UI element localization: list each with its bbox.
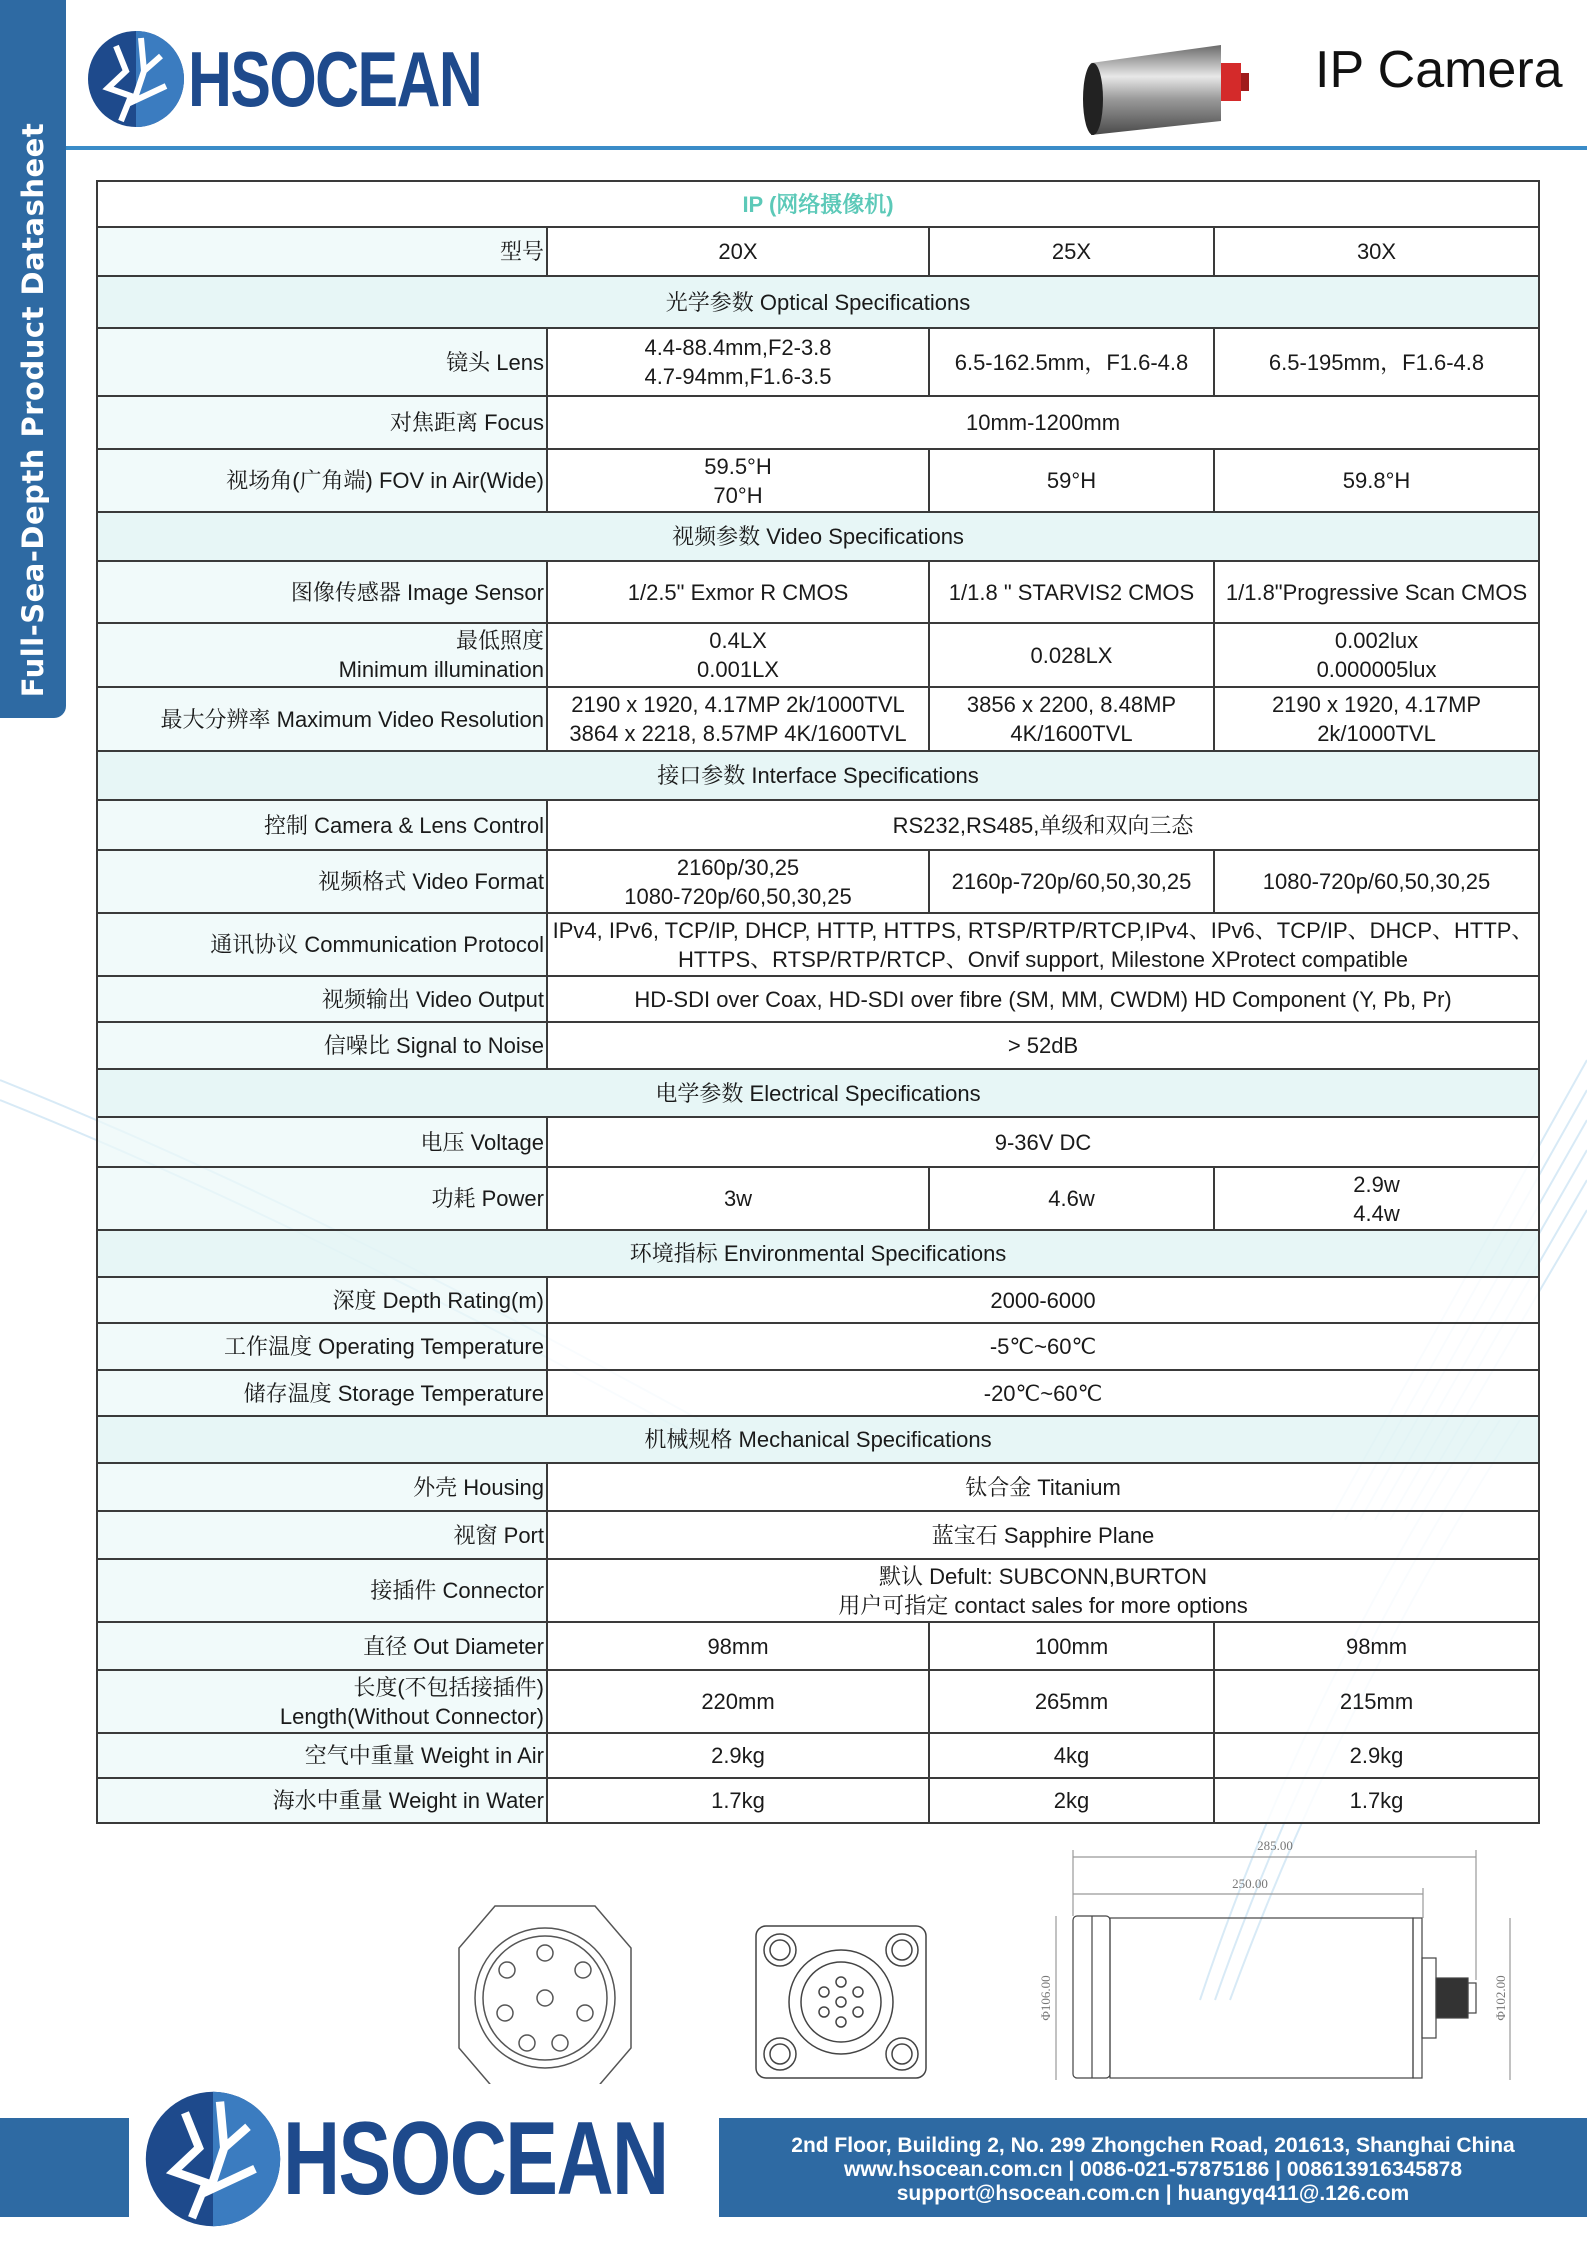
spec-value (1214, 687, 1539, 751)
cell-line: 2k/1000TVL (1317, 721, 1436, 746)
cell-line: Minimum illumination (338, 657, 544, 682)
spec-value: RS232,RS485,单级和双向三态 (547, 800, 1539, 850)
spec-value: 2000-6000 (547, 1277, 1539, 1323)
spec-value: 220mm (547, 1670, 929, 1733)
side-dimension-drawing (1040, 1830, 1540, 2090)
spec-row (97, 328, 1539, 396)
spec-label: 视窗 Port (97, 1511, 547, 1559)
spec-table (96, 180, 1540, 1824)
cell-line: 0.002lux (1334, 628, 1419, 653)
footer-logo-wordmark: HSOCEAN (283, 2100, 668, 2217)
spec-label: 直径 Out Diameter (97, 1622, 547, 1670)
spec-label: 视频输出 Video Output (97, 976, 547, 1022)
spec-value: 1080-720p/60,50,30,25 (1214, 850, 1539, 913)
spec-row (97, 850, 1539, 913)
table-title: IP (网络摄像机) (97, 181, 1539, 227)
cell-line: IPv4, IPv6, TCP/IP, DHCP, HTTP, HTTPS, RTSP/RTP/RTCP,IPv4、IPv6、TCP/IP、DHCP、HTTP、 (552, 917, 1534, 943)
spec-row (97, 1778, 1539, 1823)
spec-label: 功耗 Power (97, 1167, 547, 1230)
spec-row (97, 1463, 1539, 1511)
spec-value: 2160p-720p/60,50,30,25 (929, 850, 1214, 913)
spec-value: 30X (1214, 227, 1539, 276)
spec-value: 59.8°H (1214, 449, 1539, 512)
spec-value: 100mm (929, 1622, 1214, 1670)
cell-line: 59.5°H (704, 453, 772, 479)
section-header-row (97, 1416, 1539, 1463)
section-title: 接口参数 Interface Specifications (97, 751, 1539, 800)
cell-line: 2.9w (1353, 1171, 1400, 1197)
spec-row (97, 1022, 1539, 1069)
cell-line: 默认 Defult: SUBCONN,BURTON (879, 1563, 1208, 1589)
spec-label: 最大分辨率 Maximum Video Resolution (97, 687, 547, 751)
spec-value (1214, 1167, 1539, 1230)
spec-label: 电压 Voltage (97, 1117, 547, 1167)
spec-value: 0.028LX (929, 623, 1214, 687)
spec-row (97, 1670, 1539, 1733)
spec-value: 2kg (929, 1778, 1214, 1823)
section-title: 光学参数 Optical Specifications (97, 276, 1539, 328)
cell-line: 0.001LX (697, 657, 779, 682)
section-title: 机械规格 Mechanical Specifications (97, 1416, 1539, 1463)
spec-value (547, 850, 929, 913)
spec-value: 1.7kg (1214, 1778, 1539, 1823)
spec-value: 10mm-1200mm (547, 396, 1539, 449)
spec-label: 深度 Depth Rating(m) (97, 1277, 547, 1323)
spec-label: 接插件 Connector (97, 1559, 547, 1622)
spec-value: 6.5-195mm，F1.6-4.8 (1214, 328, 1539, 396)
spec-value: 265mm (929, 1670, 1214, 1733)
cell-line: 用户可指定 contact sales for more options (838, 1592, 1248, 1618)
header-divider (66, 146, 1587, 150)
footer-contact-bar (719, 2118, 1587, 2217)
spec-value (547, 328, 929, 396)
spec-value: 3w (547, 1167, 929, 1230)
cell-line: 70°H (713, 482, 763, 508)
section-header-row (97, 512, 1539, 561)
spec-value: 1/1.8"Progressive Scan CMOS (1214, 561, 1539, 623)
cell-line: 最低照度 (455, 628, 544, 653)
side-band-label: Full-Sea-Depth Product Datasheet (16, 122, 50, 698)
spec-row (97, 800, 1539, 850)
spec-value (547, 623, 929, 687)
spec-label: 空气中重量 Weight in Air (97, 1733, 547, 1778)
spec-label: 海水中重量 Weight in Water (97, 1778, 547, 1823)
cell-line: 0.000005lux (1316, 657, 1437, 682)
cell-line: HTTPS、RTSP/RTP/RTCP、Onvif support, Milestone XProtect compatible (678, 946, 1408, 972)
product-title: IP Camera (1315, 41, 1563, 99)
spec-label: 储存温度 Storage Temperature (97, 1370, 547, 1416)
spec-value: 4.6w (929, 1167, 1214, 1230)
spec-value: 215mm (1214, 1670, 1539, 1733)
spec-value: 6.5-162.5mm，F1.6-4.8 (929, 328, 1214, 396)
cell-line: 4.4w (1353, 1200, 1400, 1226)
cell-line: 4.7-94mm,F1.6-3.5 (644, 364, 832, 389)
section-title: 电学参数 Electrical Specifications (97, 1069, 1539, 1117)
spec-label: 图像传感器 Image Sensor (97, 561, 547, 623)
spec-row (97, 1117, 1539, 1167)
spec-label: 型号 (97, 227, 547, 276)
header-logo (86, 26, 564, 132)
logo-wordmark: HSOCEAN (188, 34, 482, 123)
spec-row (97, 1277, 1539, 1323)
dimension-rear-diameter: Φ102.00 (1493, 1975, 1508, 2021)
spec-value: 1/2.5" Exmor R CMOS (547, 561, 929, 623)
spec-row (97, 1559, 1539, 1622)
dimension-front-diameter: Φ106.00 (1038, 1975, 1053, 2021)
spec-row (97, 1167, 1539, 1230)
cell-line: 4.4-88.4mm,F2-3.8 (644, 335, 832, 360)
cell-line: 2160p/30,25 (676, 854, 800, 880)
spec-row (97, 976, 1539, 1022)
spec-value: -20℃~60℃ (547, 1370, 1539, 1416)
spec-row (97, 561, 1539, 623)
spec-value (547, 449, 929, 512)
section-title: 视频参数 Video Specifications (97, 512, 1539, 561)
spec-value: 98mm (1214, 1622, 1539, 1670)
spec-value: 20X (547, 227, 929, 276)
spec-value (547, 1559, 1539, 1622)
spec-value: HD-SDI over Coax, HD-SDI over fibre (SM, MM, CWDM) HD Component (Y, Pb, Pr) (547, 976, 1539, 1022)
spec-row (97, 1622, 1539, 1670)
spec-label: 对焦距离 Focus (97, 396, 547, 449)
section-header-row (97, 1230, 1539, 1277)
section-header-row (97, 751, 1539, 800)
cell-line: 2190 x 1920, 4.17MP 2k/1000TVL (571, 692, 905, 717)
spec-label: 视频格式 Video Format (97, 850, 547, 913)
spec-label: 信噪比 Signal to Noise (97, 1022, 547, 1069)
spec-row (97, 623, 1539, 687)
cell-line: 1080-720p/60,50,30,25 (624, 883, 852, 909)
section-header-row (97, 1069, 1539, 1117)
spec-value: 4kg (929, 1733, 1214, 1778)
spec-value: 25X (929, 227, 1214, 276)
spec-value: 2.9kg (1214, 1733, 1539, 1778)
spec-row (97, 1733, 1539, 1778)
spec-row (97, 449, 1539, 512)
spec-value: 98mm (547, 1622, 929, 1670)
spec-value: > 52dB (547, 1022, 1539, 1069)
dimension-total-length: 285.00 (1257, 1838, 1293, 1853)
spec-value: 59°H (929, 449, 1214, 512)
section-header-row (97, 276, 1539, 328)
footer-email[interactable]: support@hsocean.com.cn | huangyq411@.126.com (896, 2182, 1410, 2205)
ip-camera-product-image (1081, 43, 1281, 138)
footer-logo (143, 2084, 799, 2234)
cell-line: 长度(不包括接插件) (353, 1674, 544, 1700)
cell-line: Length(Without Connector) (279, 1703, 544, 1729)
cell-line: 0.4LX (709, 628, 767, 653)
spec-label: 外壳 Housing (97, 1463, 547, 1511)
cell-line: 4K/1600TVL (1010, 721, 1133, 746)
spec-value: 1/1.8 " STARVIS2 CMOS (929, 561, 1214, 623)
spec-label: 视场角(广角端) FOV in Air(Wide) (97, 449, 547, 512)
spec-row (97, 1370, 1539, 1416)
section-title: 环境指标 Environmental Specifications (97, 1230, 1539, 1277)
spec-value: 2.9kg (547, 1733, 929, 1778)
spec-value (1214, 623, 1539, 687)
spec-value (929, 687, 1214, 751)
spec-value: 9-36V DC (547, 1117, 1539, 1167)
side-band (0, 0, 66, 718)
spec-label: 工作温度 Operating Temperature (97, 1323, 547, 1370)
spec-value: -5℃~60℃ (547, 1323, 1539, 1370)
spec-value (547, 687, 929, 751)
spec-row (97, 396, 1539, 449)
spec-label (97, 1670, 547, 1733)
dimension-body-length: 250.00 (1232, 1876, 1268, 1891)
spec-row (97, 1323, 1539, 1370)
spec-row (97, 1511, 1539, 1559)
footer-left-bar (0, 2118, 129, 2217)
cell-line: 3856 x 2200, 8.48MP (966, 692, 1177, 717)
footer-contact[interactable]: www.hsocean.com.cn | 0086-021-57875186 | 008613916345878 (843, 2158, 1463, 2181)
spec-row (97, 227, 1539, 276)
spec-value: 蓝宝石 Sapphire Plane (547, 1511, 1539, 1559)
spec-value: 钛合金 Titanium (547, 1463, 1539, 1511)
spec-row (97, 913, 1539, 976)
cell-line: 3864 x 2218, 8.57MP 4K/1600TVL (569, 721, 907, 746)
spec-label: 控制 Camera & Lens Control (97, 800, 547, 850)
footer-address: 2nd Floor, Building 2, No. 299 Zhongchen Road, 201613, Shanghai China (791, 2134, 1515, 2157)
hsocean-emblem-icon (86, 26, 186, 132)
spec-label: 通讯协议 Communication Protocol (97, 913, 547, 976)
rear-connector-view-drawing (455, 1898, 635, 2098)
cell-line: 2190 x 1920, 4.17MP (1271, 692, 1482, 717)
hsocean-emblem-icon (143, 2084, 283, 2234)
spec-value (547, 913, 1539, 976)
spec-row (97, 687, 1539, 751)
front-flange-view-drawing (752, 1922, 930, 2082)
spec-label: 镜头 Lens (97, 328, 547, 396)
table-title-row (97, 181, 1539, 227)
spec-label (97, 623, 547, 687)
spec-value: 1.7kg (547, 1778, 929, 1823)
